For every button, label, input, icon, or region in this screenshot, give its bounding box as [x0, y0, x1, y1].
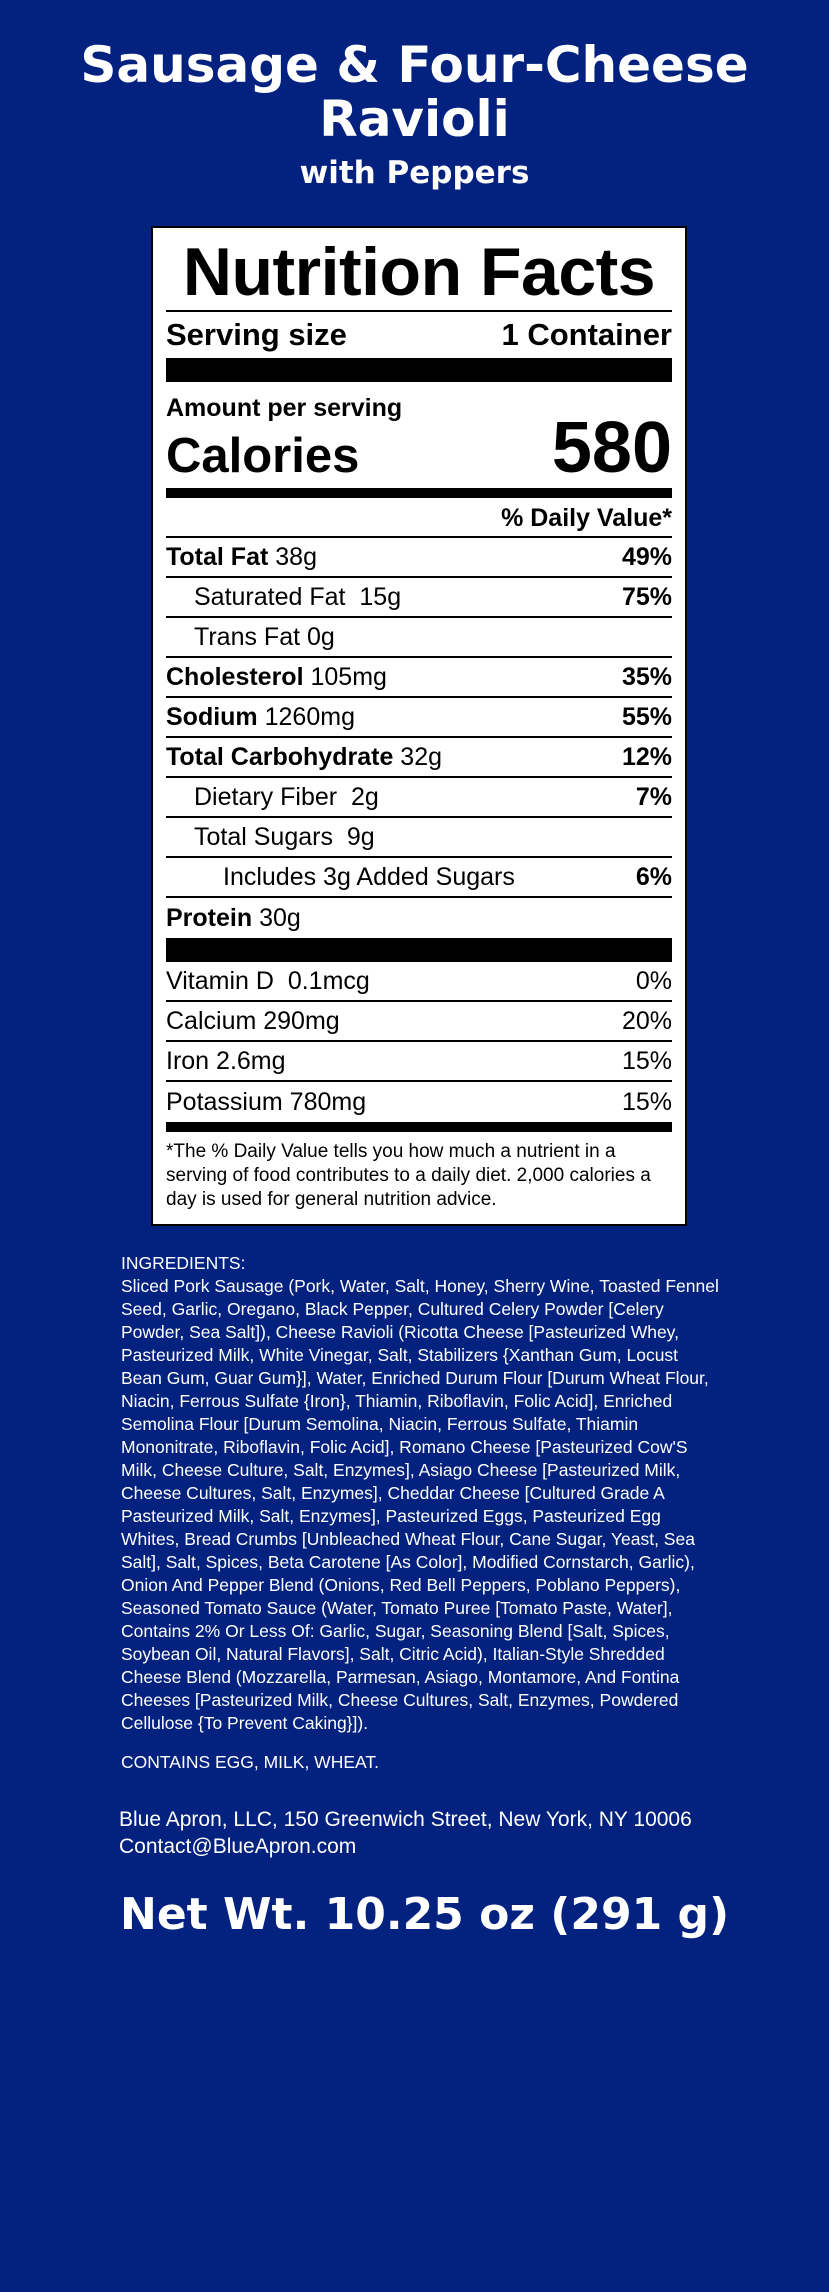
nutrient-dv: 12%	[621, 742, 672, 771]
amount-per-serving: Amount per serving	[166, 394, 403, 422]
daily-value-header: % Daily Value*	[166, 498, 672, 538]
nutrient-amount: 32g	[400, 742, 443, 771]
nutrient-name: Total Fat	[166, 542, 269, 571]
nutrient-amount: 1260mg	[264, 702, 355, 731]
product-header	[0, 38, 829, 192]
micronutrient-dv: 15%	[621, 1046, 672, 1075]
nutrient-name: Sodium	[166, 702, 258, 731]
nutrient-dv: 49%	[621, 542, 672, 571]
nutrition-facts-heading: Nutrition Facts	[182, 234, 656, 310]
nutrient-dv: 6%	[635, 862, 672, 891]
micronutrient-row-potassium	[166, 1082, 672, 1122]
nutrient-name: Total Carbohydrate	[166, 742, 394, 771]
nutrient-amount: 30g	[259, 903, 301, 932]
micronutrient-row-calcium	[166, 1002, 672, 1042]
company-info	[119, 1806, 692, 1860]
micronutrient-dv: 20%	[621, 1006, 672, 1035]
serving-size-label: Serving size	[166, 317, 347, 352]
nutrient-amount: 38g	[275, 542, 317, 571]
nutrient-amount: 2g	[351, 782, 379, 811]
nutrient-name: Protein	[166, 903, 253, 932]
nutrient-amount: 15g	[359, 582, 402, 611]
nutrient-row-sodium	[166, 698, 672, 738]
nutrient-dv: 35%	[621, 662, 672, 691]
nutrient-row-saturated-fat	[166, 578, 672, 618]
nutrient-row-cholesterol	[166, 658, 672, 698]
nutrient-row-protein	[166, 898, 672, 938]
nutrient-amount: 0g	[307, 622, 335, 651]
micronutrient-amount: 2.6mg	[216, 1046, 286, 1075]
nutrient-row-dietary-fiber	[166, 778, 672, 818]
net-weight: Net Wt. 10.25 oz (291 g)	[120, 1889, 730, 1940]
daily-value-footnote: *The % Daily Value tells you how much a nutrient in a serving of food contributes to a daily diet. 2,000 calories a day is used for general nutrition advice.	[166, 1141, 651, 1210]
allergen-statement: CONTAINS EGG, MILK, WHEAT.	[121, 1752, 379, 1772]
nutrient-row-trans-fat	[166, 618, 672, 658]
nutrient-dv: 75%	[621, 582, 672, 611]
nutrient-row-total-fat	[166, 538, 672, 578]
micronutrient-row-vitamin-d	[166, 962, 672, 1002]
thick-divider	[166, 358, 672, 382]
nutrient-name: Total Sugars	[194, 822, 333, 851]
serving-size-row	[166, 312, 672, 358]
medium-divider	[166, 488, 672, 498]
medium-divider	[166, 1122, 672, 1132]
nutrient-name: Dietary Fiber	[194, 782, 338, 811]
nutrient-name: Includes 3g Added Sugars	[223, 862, 515, 891]
company-address: Blue Apron, LLC, 150 Greenwich Street, New York, NY 10006	[119, 1808, 692, 1831]
serving-size-value: 1 Container	[501, 317, 672, 352]
nutrient-row-added-sugars	[166, 858, 672, 898]
product-subtitle: with Peppers	[299, 155, 530, 191]
micronutrient-amount: 780mg	[289, 1087, 367, 1116]
ingredients-section	[121, 1252, 721, 1774]
nutrient-amount: 105mg	[310, 662, 387, 691]
micronutrient-name: Potassium	[166, 1087, 283, 1116]
micronutrient-name: Calcium	[166, 1006, 257, 1035]
ingredients-label: INGREDIENTS:	[121, 1253, 246, 1273]
company-email: Contact@BlueApron.com	[119, 1835, 357, 1858]
ingredients-text: Sliced Pork Sausage (Pork, Water, Salt, Honey, Sherry Wine, Toasted Fennel Seed, Garlic, Oregano, Black Pepper, Cultured Celery Powder [Celery Powder, Sea Salt]), Cheese Ravioli (Ricotta Cheese [Pasteurized Whey, Pasteurized Milk, White Vinegar, Salt, Stabilizers {Xanthan Gum, Locust Bean Gum, Guar Gum}], Water, Enriched Durum Flour [Durum Wheat Flour, Niacin, Ferrous Sulfate {Iron}, Thiamin, Riboflavin, Folic Acid], Enriched Semolina Flour [Durum Semolina, Niacin, Ferrous Sulfate, Thiamin Mononitrate, Riboflavin, Folic Acid], Romano Cheese [Pasteurized Cow'S Milk, Cheese Culture, Salt, Enzymes], Asiago Cheese [Pasteurized Milk, Cheese Cultures, Salt, Enzymes], Cheddar Cheese [Cultured Grade A Pasteurized Milk, Salt, Enzymes], Pasteurized Eggs, Pasteurized Egg Whites, Bread Crumbs [Unbleached Wheat Flour, Cane Sugar, Yeast, Sea Salt], Salt, Spices, Beta Carotene [As Color], Modified Cornstarch, Garlic), Onion And Pepper Blend (Onions, Red Bell Peppers, Poblano Peppers), Seasoned Tomato Sauce (Water, Tomato Puree [Tomato Paste, Water], Contains 2% Or Less Of: Garlic, Sugar, Seasoning Blend [Salt, Spices, Soybean Oil, Natural Flavors], Salt, Citric Acid), Italian-Style Shredded Cheese Blend (Mozzarella, Parmesan, Asiago, Montamore, And Fontina Cheeses [Pasteurized Milk, Cheese Cultures, Salt, Enzymes, Powdered Cellulose {To Prevent Caking}]).	[121, 1276, 719, 1733]
micronutrient-dv: 15%	[621, 1087, 672, 1116]
nutrient-amount: 9g	[346, 822, 375, 851]
nutrient-name: Trans Fat	[194, 622, 301, 651]
calories-value: 580	[551, 408, 672, 488]
nutrient-row-total-sugars	[166, 818, 672, 858]
nutrition-facts-label	[151, 226, 687, 1226]
nutrient-name: Saturated Fat	[194, 582, 346, 611]
micronutrient-amount: 290mg	[263, 1006, 340, 1035]
nutrient-dv: 7%	[635, 782, 672, 811]
micronutrient-name: Iron	[166, 1046, 210, 1075]
nutrient-dv: 55%	[621, 702, 672, 731]
product-title: Sausage & Four-Cheese Ravioli	[80, 36, 749, 148]
micronutrient-name: Vitamin D	[166, 966, 274, 995]
micronutrient-amount: 0.1mcg	[287, 966, 370, 995]
micronutrient-row-iron	[166, 1042, 672, 1082]
calories-label: Calories	[166, 429, 360, 483]
micronutrient-dv: 0%	[635, 966, 672, 995]
thick-divider	[166, 938, 672, 962]
nutrient-row-total-carbohydrate	[166, 738, 672, 778]
nutrient-name: Cholesterol	[166, 662, 304, 691]
